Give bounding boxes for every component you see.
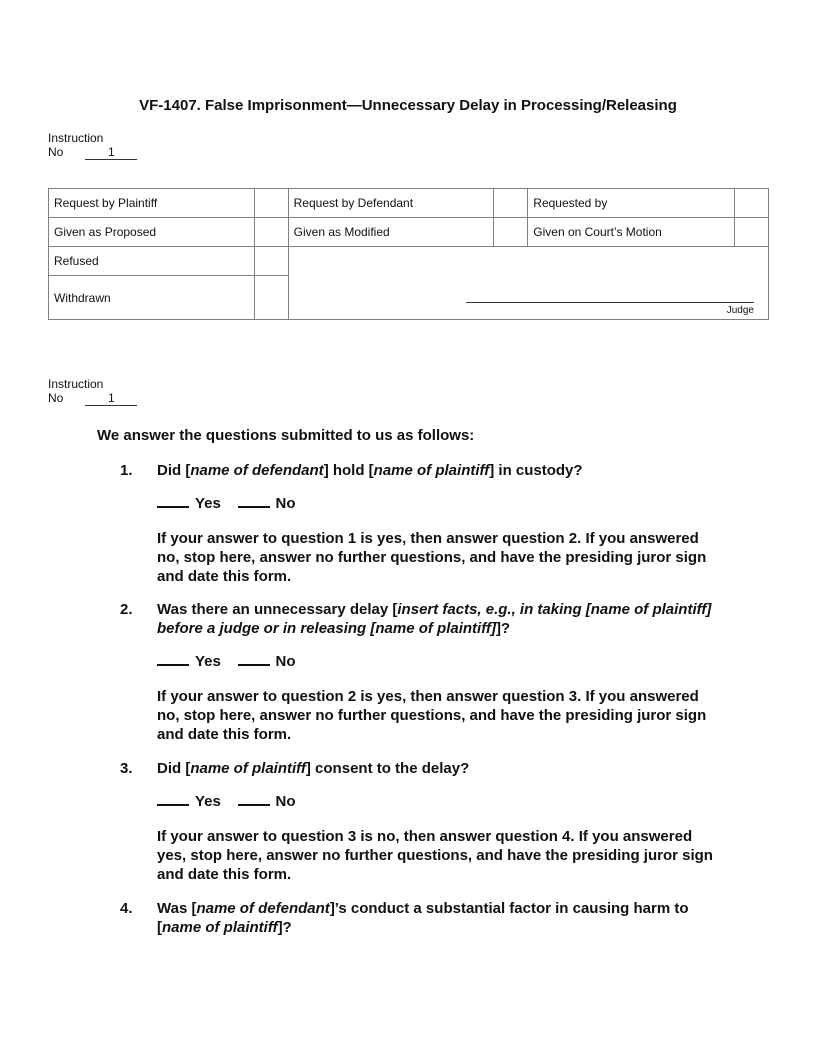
answer-yes-no-1 xyxy=(157,495,296,512)
refused-label: Refused xyxy=(49,247,255,276)
question-number: 4. xyxy=(120,900,133,917)
placeholder-text: name of plaintiff xyxy=(190,760,306,777)
no-blank[interactable] xyxy=(238,794,270,806)
judge-signature-cell xyxy=(288,247,768,320)
yes-label: Yes xyxy=(195,495,221,512)
followup-2: If your answer to question 2 is yes, then answer question 3. If you answered no, stop here, answer no further questions, and have the presiding juror sign and date this form. xyxy=(157,688,707,743)
question-text: Was there an unnecessary delay [insert facts, e.g., in taking [name of plaintiff] before a judge or in releasing [name of plaintiff]]? xyxy=(157,601,712,637)
followup-1: If your answer to question 1 is yes, then answer question 2. If you answered no, stop here, answer no further questions, and have the presiding juror sign and date this form. xyxy=(157,530,707,585)
question-4 xyxy=(120,899,720,937)
placeholder-text: name of defendant xyxy=(190,462,324,479)
request-by-plaintiff-label: Request by Plaintiff xyxy=(49,189,255,218)
no-label: No xyxy=(48,391,64,405)
question-text: Was [name of defendant]’s conduct a substantial factor in causing harm to [name of plaintiff]? xyxy=(157,900,689,936)
instruction-number-field[interactable]: 1 xyxy=(85,146,137,160)
placeholder-text: name of plaintiff xyxy=(162,919,278,936)
no-label: No xyxy=(275,793,296,810)
refused-checkbox[interactable] xyxy=(254,247,288,276)
yes-label: Yes xyxy=(195,653,221,670)
question-number: 3. xyxy=(120,760,133,777)
withdrawn-checkbox[interactable] xyxy=(254,276,288,320)
instruction-number-block xyxy=(48,131,137,160)
placeholder-text: name of plaintiff xyxy=(373,462,490,479)
question-number: 2. xyxy=(120,601,133,618)
instruction-number-block-2 xyxy=(48,377,137,406)
no-blank[interactable] xyxy=(238,654,270,666)
instruction-label: Instruction xyxy=(48,377,104,391)
requested-by-checkbox[interactable] xyxy=(734,189,768,218)
question-text: Did [name of defendant] hold [name of plaintiff] in custody? xyxy=(157,462,583,479)
judge-signature-line[interactable] xyxy=(466,302,754,303)
given-as-modified-label: Given as Modified xyxy=(288,218,494,247)
yes-blank[interactable] xyxy=(157,654,189,666)
given-as-proposed-label: Given as Proposed xyxy=(49,218,255,247)
request-by-plaintiff-checkbox[interactable] xyxy=(254,189,288,218)
question-text: Did [name of plaintiff] consent to the delay? xyxy=(157,760,470,777)
question-3 xyxy=(120,759,720,778)
no-label: No xyxy=(48,145,64,159)
withdrawn-label: Withdrawn xyxy=(49,276,255,320)
page-title: VF-1407. False Imprisonment—Unnecessary Delay in Processing/Releasing xyxy=(139,97,677,114)
given-as-proposed-checkbox[interactable] xyxy=(254,218,288,247)
question-2 xyxy=(120,600,720,638)
given-on-courts-motion-label: Given on Court’s Motion xyxy=(528,218,735,247)
yes-blank[interactable] xyxy=(157,496,189,508)
no-label: No xyxy=(275,495,296,512)
judge-label: Judge xyxy=(726,305,754,316)
yes-blank[interactable] xyxy=(157,794,189,806)
answer-yes-no-3 xyxy=(157,793,296,810)
question-1 xyxy=(120,461,720,480)
placeholder-text: name of defendant xyxy=(196,900,330,917)
placeholder-text: insert facts, e.g., in taking [name of plaintiff] before a judge or in releasing [name of plaintiff] xyxy=(157,601,712,637)
request-table xyxy=(48,188,769,320)
given-as-modified-checkbox[interactable] xyxy=(494,218,528,247)
no-blank[interactable] xyxy=(238,496,270,508)
no-label: No xyxy=(275,653,296,670)
requested-by-label: Requested by xyxy=(528,189,735,218)
request-by-defendant-checkbox[interactable] xyxy=(494,189,528,218)
question-number: 1. xyxy=(120,462,133,479)
yes-label: Yes xyxy=(195,793,221,810)
request-by-defendant-label: Request by Defendant xyxy=(288,189,494,218)
instruction-number-field[interactable]: 1 xyxy=(85,392,137,406)
intro-text: We answer the questions submitted to us as follows: xyxy=(97,427,475,444)
given-on-courts-motion-checkbox[interactable] xyxy=(734,218,768,247)
instruction-label: Instruction xyxy=(48,131,104,145)
answer-yes-no-2 xyxy=(157,653,296,670)
followup-3: If your answer to question 3 is no, then answer question 4. If you answered yes, stop here, answer no further questions, and have the presiding juror sign and date this form. xyxy=(157,828,713,883)
